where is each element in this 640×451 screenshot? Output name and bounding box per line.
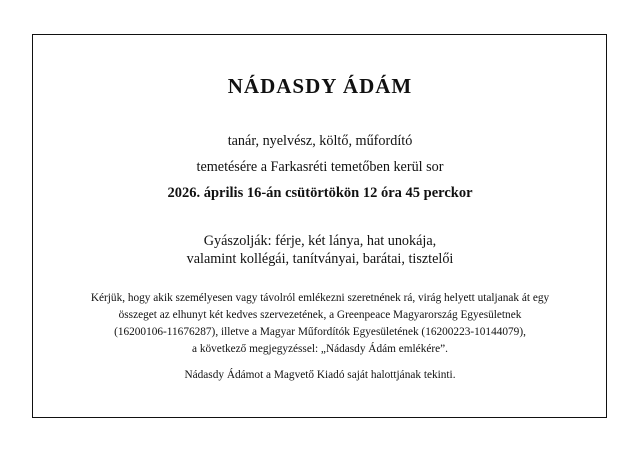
mourners-line-2: valamint kollégái, tanítványai, barátai, tisztelői: [186, 251, 454, 267]
request-line-3: (16200106-11676287), illetve a Magyar Műfordítók Egyesületének (16200223-10144079),: [114, 326, 526, 338]
funeral-date-line: 2026. április 16-án csütörtökön 12 óra 45 perckor: [167, 185, 473, 201]
mourners-line-1: Gyászolják: férje, két lánya, hat unokája,: [203, 233, 437, 249]
request-line-1: Kérjük, hogy akik személyesen vagy távolról emlékezni szeretnének rá, virág helyett utaljanak át egy: [90, 292, 550, 304]
request-line-2: összeget az elhunyt két kedves szervezetének, a Greenpeace Magyarország Egyesületnek: [118, 309, 522, 321]
funeral-location-line: temetésére a Farkasréti temetőben kerül sor: [196, 159, 444, 175]
publisher-note: Nádasdy Ádámot a Magvető Kiadó saját halottjának tekinti.: [184, 369, 456, 381]
occupation-line: tanár, nyelvész, költő, műfordító: [227, 133, 413, 149]
deceased-name: NÁDASDY ÁDÁM: [227, 74, 413, 98]
request-line-4: a következő megjegyzéssel: „Nádasdy Ádám emlékére”.: [192, 343, 448, 355]
